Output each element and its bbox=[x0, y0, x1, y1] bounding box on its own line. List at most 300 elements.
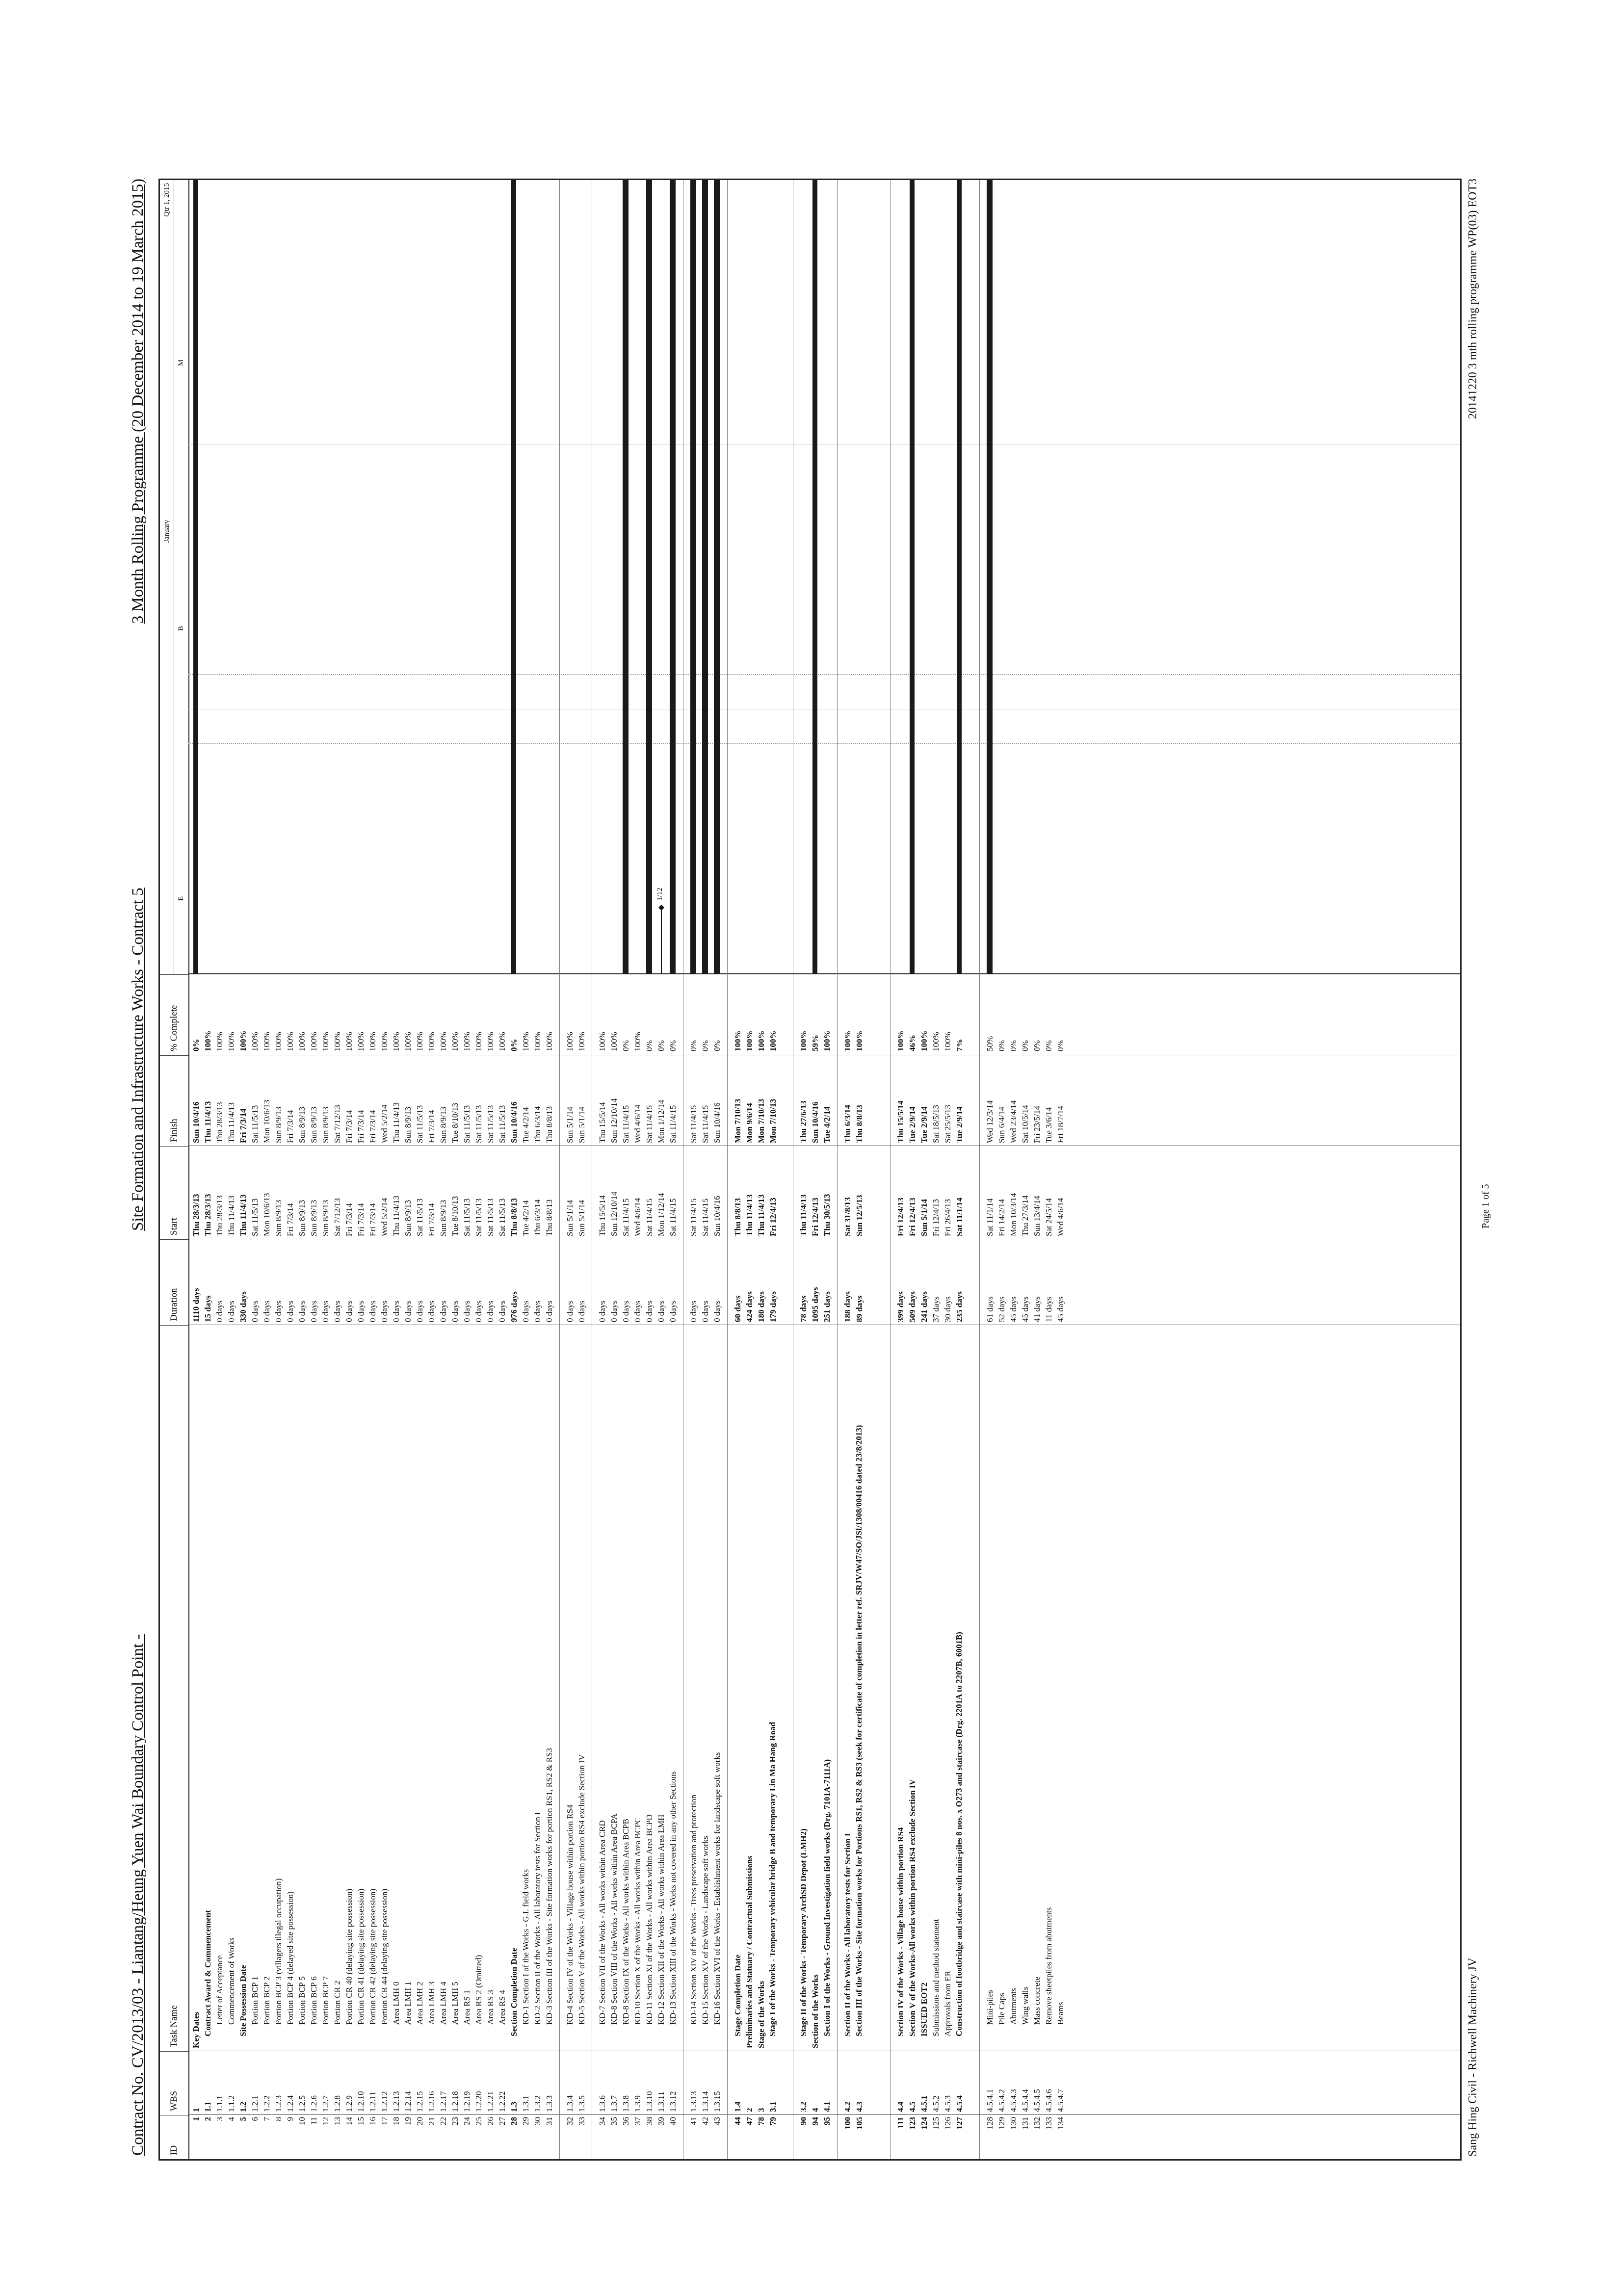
task-wbs: 1.1.2 bbox=[227, 2095, 236, 2112]
task-start: Sun 8/9/13 bbox=[297, 1200, 307, 1236]
table-row bbox=[744, 974, 756, 2159]
task-name: Area LMH 3 bbox=[427, 1982, 436, 2025]
table-row bbox=[449, 974, 461, 2159]
task-wbs: 4.5.1 bbox=[919, 2095, 929, 2112]
task-duration: 0 days bbox=[321, 1301, 330, 1322]
task-finish: Sat 11/4/15 bbox=[701, 1105, 710, 1143]
task-finish: Thu 11/4/13 bbox=[227, 1102, 236, 1143]
task-start: Thu 6/3/14 bbox=[533, 1199, 542, 1236]
task-duration: 0 days bbox=[633, 1301, 642, 1322]
table-row bbox=[249, 974, 261, 2159]
gantt-bar bbox=[910, 180, 915, 974]
task-wbs: 1.2.3 bbox=[274, 2095, 283, 2112]
table-row bbox=[854, 974, 886, 2159]
task-start: Sun 5/1/14 bbox=[565, 1200, 575, 1236]
task-wbs: 4.1 bbox=[822, 2101, 832, 2112]
task-percent: 100% bbox=[274, 1032, 283, 1051]
task-name: Beams bbox=[1056, 2002, 1065, 2025]
task-finish: Sat 11/5/13 bbox=[250, 1105, 260, 1143]
task-finish: Mon 9/6/14 bbox=[745, 1103, 754, 1143]
task-id: 94 bbox=[811, 2117, 820, 2125]
milestone-date-label: 1/12 bbox=[656, 887, 664, 901]
task-percent: 100% bbox=[415, 1032, 424, 1051]
task-finish: Sun 10/4/16 bbox=[191, 1101, 201, 1143]
task-percent: 100% bbox=[757, 1030, 766, 1051]
task-finish: Wed 12/3/14 bbox=[985, 1100, 995, 1143]
task-finish: Thu 8/8/13 bbox=[855, 1105, 864, 1143]
task-duration: 0 days bbox=[309, 1301, 318, 1322]
table-row bbox=[608, 974, 620, 2159]
task-duration: 976 days bbox=[509, 1291, 519, 1322]
task-name: Preliminaries and Statuary / Contractual Submissions bbox=[745, 1855, 754, 2048]
task-name: KD-10 Section X of the Works - All works within Area BCPC bbox=[633, 1817, 642, 2025]
programme-title: 3 Month Rolling Programme (20 December 2014 to 19 March 2015) bbox=[129, 179, 147, 624]
task-wbs: 4.5.4.2 bbox=[997, 2089, 1006, 2112]
task-id: 1 bbox=[191, 2117, 201, 2121]
task-name: Pile Caps bbox=[997, 1993, 1006, 2025]
task-name: Portion CR 44 (delaying site possession) bbox=[380, 1888, 389, 2025]
task-id: 130 bbox=[1009, 2117, 1018, 2130]
task-duration: 0 days bbox=[274, 1301, 283, 1322]
task-wbs: 4.5.3 bbox=[943, 2095, 952, 2112]
task-name: Portion BCP 4 (delayed site possession) bbox=[286, 1891, 295, 2025]
task-id: 2 bbox=[203, 2117, 212, 2121]
task-finish: Mon 7/10/13 bbox=[768, 1098, 778, 1143]
task-start: Thu 28/3/13 bbox=[215, 1195, 224, 1236]
title-row bbox=[127, 179, 157, 2161]
task-id: 128 bbox=[985, 2117, 995, 2130]
file-reference: 20141220 3 mth rolling programme WP(03) EOT3 bbox=[1467, 179, 1479, 419]
task-percent: 0% bbox=[997, 1040, 1006, 1051]
task-id: 42 bbox=[701, 2117, 710, 2125]
task-percent: 100% bbox=[822, 1030, 832, 1051]
task-name: Section II of the Works - All laboratory tests for Section I bbox=[843, 1833, 852, 2036]
task-finish: Wed 23/4/14 bbox=[1009, 1100, 1018, 1143]
task-duration: 0 days bbox=[427, 1301, 436, 1322]
task-finish: Tue 2/9/14 bbox=[908, 1106, 917, 1143]
table-row bbox=[930, 974, 942, 2159]
task-name: Area RS 3 bbox=[486, 1990, 495, 2025]
task-duration: 0 days bbox=[403, 1301, 413, 1322]
task-duration: 15 days bbox=[203, 1295, 212, 1322]
task-name: Area LMH 2 bbox=[415, 1982, 424, 2025]
task-finish: Sat 11/5/13 bbox=[498, 1105, 507, 1143]
task-wbs: 1.3.5 bbox=[577, 2095, 586, 2112]
gantt-bar bbox=[714, 180, 720, 974]
task-id: 126 bbox=[943, 2117, 952, 2130]
task-wbs: 1.2.8 bbox=[333, 2095, 342, 2112]
task-start: Thu 8/8/13 bbox=[733, 1198, 742, 1236]
task-id: 124 bbox=[919, 2117, 929, 2130]
group-separator bbox=[890, 974, 891, 2159]
task-id: 44 bbox=[733, 2117, 742, 2125]
task-wbs: 1.3.10 bbox=[645, 2091, 654, 2112]
table-row bbox=[1031, 974, 1043, 2159]
week-label-1: E bbox=[177, 896, 185, 901]
table-row bbox=[508, 974, 520, 2159]
table-row bbox=[402, 974, 414, 2159]
task-name: Contract Award & Commencement bbox=[203, 1910, 212, 2036]
task-name: Portion CR 2 bbox=[333, 1981, 342, 2025]
task-start: Wed 5/2/14 bbox=[380, 1198, 389, 1236]
month-label: January bbox=[163, 520, 171, 543]
task-finish: Mon 1/12/14 bbox=[656, 1099, 666, 1143]
task-id: 33 bbox=[577, 2117, 586, 2125]
task-name: KD-8 Section IX of the Works - All works within Area BCPB bbox=[621, 1819, 630, 2025]
task-percent: 100% bbox=[498, 1032, 507, 1051]
task-start: Tue 8/10/13 bbox=[450, 1196, 460, 1236]
task-duration: 30 days bbox=[943, 1296, 952, 1322]
task-wbs: 4.5.4.1 bbox=[985, 2089, 995, 2112]
task-start: Thu 15/5/14 bbox=[598, 1195, 607, 1236]
task-name: KD-12 Section XII of the Works - All works within Area LMH bbox=[656, 1814, 666, 2025]
table-row bbox=[544, 974, 555, 2159]
week-label-3: M bbox=[177, 359, 185, 366]
task-start: Sun 5/1/14 bbox=[919, 1199, 929, 1236]
task-name: KD-7 Section VII of the Works - All works within Area CRD bbox=[598, 1820, 607, 2025]
table-row bbox=[261, 974, 273, 2159]
task-wbs: 4.4 bbox=[896, 2101, 905, 2112]
task-percent: 100% bbox=[392, 1032, 401, 1051]
works-title: Site Formation and Infrastructure Works - Contract 5 bbox=[129, 887, 147, 1231]
task-id: 79 bbox=[768, 2117, 778, 2125]
task-finish: Fri 18/7/14 bbox=[1056, 1105, 1065, 1143]
task-start: Sat 11/5/13 bbox=[486, 1198, 495, 1236]
table-row bbox=[644, 974, 655, 2159]
task-id: 22 bbox=[439, 2117, 448, 2125]
task-percent: 0% bbox=[656, 1040, 666, 1051]
task-id: 111 bbox=[896, 2117, 905, 2129]
task-id: 28 bbox=[509, 2117, 519, 2125]
task-wbs: 1.4 bbox=[733, 2101, 742, 2112]
task-id: 134 bbox=[1056, 2117, 1065, 2130]
task-wbs: 1.3.13 bbox=[689, 2091, 698, 2112]
task-finish: Sun 12/10/14 bbox=[609, 1098, 619, 1143]
task-wbs: 1.2.21 bbox=[486, 2091, 495, 2112]
task-wbs: 1.3.6 bbox=[598, 2095, 607, 2112]
task-wbs: 4.5.4 bbox=[955, 2095, 964, 2112]
task-finish: Sun 8/9/13 bbox=[439, 1106, 448, 1143]
table-row bbox=[1008, 974, 1020, 2159]
task-percent: 100% bbox=[321, 1032, 330, 1051]
task-start: Fri 26/4/13 bbox=[943, 1199, 952, 1236]
task-start: Sat 11/5/13 bbox=[498, 1198, 507, 1236]
task-duration: 180 days bbox=[757, 1291, 766, 1322]
task-id: 19 bbox=[403, 2117, 413, 2125]
task-wbs: 1.2.14 bbox=[403, 2091, 413, 2112]
group-separator bbox=[979, 974, 980, 2159]
task-duration: 0 days bbox=[250, 1301, 260, 1322]
table-row bbox=[632, 974, 644, 2159]
table-row bbox=[273, 974, 285, 2159]
task-start: Sat 11/1/14 bbox=[985, 1198, 995, 1236]
task-start: Fri 14/2/14 bbox=[997, 1199, 1006, 1236]
task-wbs: 1.2.10 bbox=[356, 2091, 366, 2112]
task-name: Area RS 2 (Omitted) bbox=[474, 1955, 483, 2025]
task-finish: Fri 7/3/14 bbox=[344, 1110, 354, 1143]
task-duration: 0 days bbox=[227, 1301, 236, 1322]
task-finish: Thu 28/3/13 bbox=[215, 1102, 224, 1143]
task-duration: 0 days bbox=[462, 1301, 471, 1322]
task-finish: Sat 7/12/13 bbox=[333, 1105, 342, 1143]
task-finish: Tue 2/9/14 bbox=[919, 1106, 929, 1143]
task-name: Area LMH 0 bbox=[392, 1982, 401, 2025]
task-percent: 50% bbox=[985, 1036, 995, 1051]
table-row bbox=[918, 974, 930, 2159]
task-id: 3 bbox=[215, 2117, 224, 2121]
task-percent: 100% bbox=[474, 1032, 483, 1051]
task-id: 90 bbox=[799, 2117, 808, 2125]
task-duration: 52 days bbox=[997, 1296, 1006, 1322]
task-percent: 100% bbox=[297, 1032, 307, 1051]
task-start: Sun 12/5/13 bbox=[855, 1195, 864, 1236]
task-duration: 0 days bbox=[609, 1301, 619, 1322]
task-name: Portion CR 42 (delaying site possession) bbox=[368, 1888, 377, 2025]
task-percent: 100% bbox=[403, 1032, 413, 1051]
task-finish: Thu 15/5/14 bbox=[896, 1100, 905, 1143]
task-duration: 0 days bbox=[701, 1301, 710, 1322]
task-name: KD-13 Section XIII of the Works - Works not covered in any other Sections bbox=[668, 1771, 678, 2025]
task-name: Area LMH 4 bbox=[439, 1982, 448, 2025]
task-name: Site Possession Date bbox=[238, 1965, 248, 2036]
task-duration: 0 days bbox=[712, 1301, 722, 1322]
task-id: 95 bbox=[822, 2117, 832, 2125]
task-percent: 0% bbox=[1032, 1040, 1042, 1051]
task-start: Thu 11/4/13 bbox=[238, 1194, 248, 1236]
task-id: 23 bbox=[450, 2117, 460, 2125]
task-finish: Sun 6/4/14 bbox=[997, 1106, 1006, 1143]
task-percent: 0% bbox=[621, 1040, 630, 1051]
task-id: 38 bbox=[645, 2117, 654, 2125]
task-start: Thu 28/3/13 bbox=[191, 1194, 201, 1236]
task-percent: 100% bbox=[533, 1032, 542, 1051]
table-row bbox=[732, 974, 744, 2159]
task-start: Sat 11/5/13 bbox=[462, 1198, 471, 1236]
task-duration: 0 days bbox=[545, 1301, 554, 1322]
task-name: Area RS 4 bbox=[498, 1990, 507, 2025]
task-wbs: 1.3.4 bbox=[565, 2095, 575, 2112]
table-row bbox=[907, 974, 918, 2159]
task-percent: 100% bbox=[855, 1030, 864, 1051]
task-percent: 46% bbox=[908, 1035, 917, 1051]
task-percent: 100% bbox=[427, 1032, 436, 1051]
task-percent: 100% bbox=[368, 1032, 377, 1051]
task-start: Thu 30/5/13 bbox=[822, 1194, 832, 1236]
task-start: Thu 27/3/14 bbox=[1021, 1195, 1030, 1236]
task-percent: 0% bbox=[191, 1039, 201, 1051]
task-duration: 0 days bbox=[598, 1301, 607, 1322]
task-duration: 0 days bbox=[215, 1301, 224, 1322]
task-finish: Tue 3/6/14 bbox=[1044, 1107, 1053, 1143]
task-finish: Sat 11/5/13 bbox=[474, 1105, 483, 1143]
task-finish: Fri 7/3/14 bbox=[427, 1110, 436, 1143]
table-row bbox=[485, 974, 497, 2159]
task-percent: 100% bbox=[799, 1030, 808, 1051]
task-name: Section Completion Date bbox=[509, 1948, 519, 2036]
task-id: 25 bbox=[474, 2117, 483, 2125]
task-name: Section IV of the Works - Village house within portion RS4 bbox=[896, 1827, 905, 2036]
task-duration: 0 days bbox=[521, 1301, 530, 1322]
task-id: 6 bbox=[250, 2117, 260, 2121]
task-duration: 0 days bbox=[333, 1301, 342, 1322]
task-duration: 0 days bbox=[656, 1301, 666, 1322]
task-finish: Fri 7/3/14 bbox=[356, 1110, 366, 1143]
task-percent: 100% bbox=[250, 1032, 260, 1051]
gantt-group-separator bbox=[890, 180, 891, 974]
task-start: Sat 11/4/15 bbox=[621, 1198, 630, 1236]
task-id: 24 bbox=[462, 2117, 471, 2125]
task-finish: Sat 11/4/15 bbox=[689, 1105, 698, 1143]
task-finish: Sat 11/4/15 bbox=[668, 1105, 678, 1143]
table-row bbox=[320, 974, 332, 2159]
task-finish: Sat 11/5/13 bbox=[462, 1105, 471, 1143]
task-duration: 0 days bbox=[415, 1301, 424, 1322]
task-wbs: 4 bbox=[811, 2108, 820, 2112]
col-header-id: ID bbox=[160, 2115, 188, 2159]
table-row bbox=[942, 974, 954, 2159]
table-row bbox=[285, 974, 296, 2159]
task-percent: 100% bbox=[768, 1030, 778, 1051]
task-duration: 0 days bbox=[565, 1301, 575, 1322]
task-start: Sun 8/9/13 bbox=[309, 1200, 318, 1236]
task-start: Thu 11/4/13 bbox=[799, 1194, 808, 1236]
task-duration: 241 days bbox=[919, 1291, 929, 1322]
task-id: 10 bbox=[297, 2117, 307, 2125]
task-name: Mini-piles bbox=[985, 1990, 995, 2025]
table-row bbox=[343, 974, 355, 2159]
task-finish: Thu 11/4/13 bbox=[203, 1101, 212, 1143]
task-duration: 330 days bbox=[238, 1291, 248, 1322]
task-finish: Thu 6/3/14 bbox=[843, 1105, 852, 1143]
task-wbs: 1.2.15 bbox=[415, 2091, 424, 2112]
table-row bbox=[202, 974, 214, 2159]
task-duration: 89 days bbox=[855, 1295, 864, 1322]
task-id: 16 bbox=[368, 2117, 377, 2125]
table-row bbox=[391, 974, 402, 2159]
task-start: Thu 8/8/13 bbox=[545, 1199, 554, 1236]
task-name: Area LMH 5 bbox=[450, 1982, 460, 2025]
gantt-group-separator bbox=[727, 180, 728, 974]
task-duration: 509 days bbox=[908, 1291, 917, 1322]
task-start: Fri 7/3/14 bbox=[427, 1203, 436, 1236]
task-name: Construction of footbridge and staircase with mini-piles 8 nos. x O273 and staircase (Drg. 2201A to 2207B, 6001B) bbox=[954, 1632, 964, 2036]
gantt-group-separator bbox=[979, 180, 980, 974]
col-header-wbs: WBS bbox=[160, 2051, 188, 2115]
task-percent: 100% bbox=[919, 1030, 929, 1051]
task-name: Commencement of Works bbox=[227, 1937, 236, 2025]
task-duration: 0 days bbox=[533, 1301, 542, 1322]
gantt-bar bbox=[646, 180, 652, 974]
task-name: Mass concrete bbox=[1032, 1977, 1042, 2025]
task-percent: 100% bbox=[843, 1030, 852, 1051]
task-percent: 0% bbox=[689, 1040, 698, 1051]
col-header-duration: Duration bbox=[160, 1239, 188, 1325]
task-duration: 0 days bbox=[689, 1301, 698, 1322]
task-name: Portion BCP 1 bbox=[250, 1976, 260, 2025]
task-wbs: 1.2.9 bbox=[344, 2095, 354, 2112]
table-row bbox=[355, 974, 367, 2159]
table-row bbox=[756, 974, 767, 2159]
task-wbs: 4.2 bbox=[843, 2101, 852, 2112]
task-duration: 37 days bbox=[931, 1296, 941, 1322]
task-wbs: 1.2 bbox=[238, 2101, 248, 2112]
task-id: 105 bbox=[855, 2117, 864, 2130]
task-finish: Mon 7/10/13 bbox=[733, 1098, 742, 1143]
table-row bbox=[597, 974, 608, 2159]
task-finish: Fri 7/3/14 bbox=[368, 1110, 377, 1143]
task-finish: Thu 6/3/14 bbox=[533, 1106, 542, 1143]
task-id: 32 bbox=[565, 2117, 575, 2125]
task-start: Sat 11/4/15 bbox=[689, 1198, 698, 1236]
task-name: KD-14 Section XIV of the Works - Trees preservation and protection bbox=[689, 1794, 698, 2025]
task-name: KD-1 Section I of the Works - G.I. field works bbox=[521, 1869, 530, 2025]
task-id: 27 bbox=[498, 2117, 507, 2125]
task-name: Letter of Acceptance bbox=[215, 1955, 224, 2025]
schedule-table bbox=[158, 179, 1462, 2161]
task-wbs: 2 bbox=[745, 2108, 754, 2112]
table-row bbox=[842, 974, 854, 2159]
task-finish: Thu 11/4/13 bbox=[392, 1102, 401, 1143]
task-id: 29 bbox=[521, 2117, 530, 2125]
task-start: Fri 12/4/13 bbox=[811, 1198, 820, 1236]
task-name: KD-5 Section V of the Works - All works within portion RS4 exclude Section IV bbox=[577, 1754, 586, 2025]
task-start: Sat 11/5/13 bbox=[415, 1198, 424, 1236]
table-row bbox=[367, 974, 379, 2159]
table-row bbox=[767, 974, 789, 2159]
task-name: KD-2 Section II of the Works - All laboratory tests for Section I bbox=[533, 1812, 542, 2025]
table-row bbox=[700, 974, 711, 2159]
task-duration: 0 days bbox=[474, 1301, 483, 1322]
table-row bbox=[667, 974, 679, 2159]
task-start: Sat 11/1/14 bbox=[955, 1198, 964, 1236]
gantt-bar bbox=[690, 180, 696, 974]
gantt-bar bbox=[670, 180, 676, 974]
task-percent: 100% bbox=[286, 1032, 295, 1051]
task-duration: 0 days bbox=[286, 1301, 295, 1322]
task-wbs: 1.3.14 bbox=[701, 2091, 710, 2112]
task-finish: Sun 10/4/16 bbox=[811, 1101, 820, 1143]
task-percent: 100% bbox=[309, 1032, 318, 1051]
task-duration: 60 days bbox=[733, 1295, 742, 1322]
task-name: KD-11 Section XI of the Works - All works within Area BCPD bbox=[645, 1814, 654, 2025]
task-name: Remove sheetpiles from abutments bbox=[1044, 1907, 1053, 2025]
table-header bbox=[160, 180, 189, 2159]
table-row bbox=[821, 974, 833, 2159]
table-row bbox=[332, 974, 343, 2159]
task-name: Section of the Works bbox=[811, 1974, 820, 2048]
task-name: Stage Completion Date bbox=[733, 1954, 742, 2036]
task-id: 41 bbox=[689, 2117, 698, 2125]
task-percent: 0% bbox=[668, 1040, 678, 1051]
task-name: ISSUED EOT2 bbox=[919, 1982, 929, 2036]
milestone-diamond bbox=[658, 905, 664, 911]
table-row bbox=[497, 974, 508, 2159]
task-percent: 100% bbox=[633, 1032, 642, 1051]
task-percent: 100% bbox=[333, 1032, 342, 1051]
task-wbs: 1.3.11 bbox=[656, 2091, 666, 2112]
task-finish: Sun 8/9/13 bbox=[309, 1106, 318, 1143]
task-finish: Sat 10/5/14 bbox=[1021, 1105, 1030, 1143]
group-separator bbox=[837, 974, 838, 2159]
task-name: Section I of the Works - Ground Investigation field works (Drg. 7101A-7111A) bbox=[822, 1759, 832, 2036]
task-wbs: 1.2.4 bbox=[286, 2095, 295, 2112]
task-start: Fri 7/3/14 bbox=[286, 1203, 295, 1236]
task-duration: 0 days bbox=[668, 1301, 678, 1322]
task-wbs: 4.5 bbox=[908, 2101, 917, 2112]
task-id: 78 bbox=[757, 2117, 766, 2125]
task-start: Sat 11/4/15 bbox=[668, 1198, 678, 1236]
gantt-group-separator bbox=[559, 180, 560, 974]
